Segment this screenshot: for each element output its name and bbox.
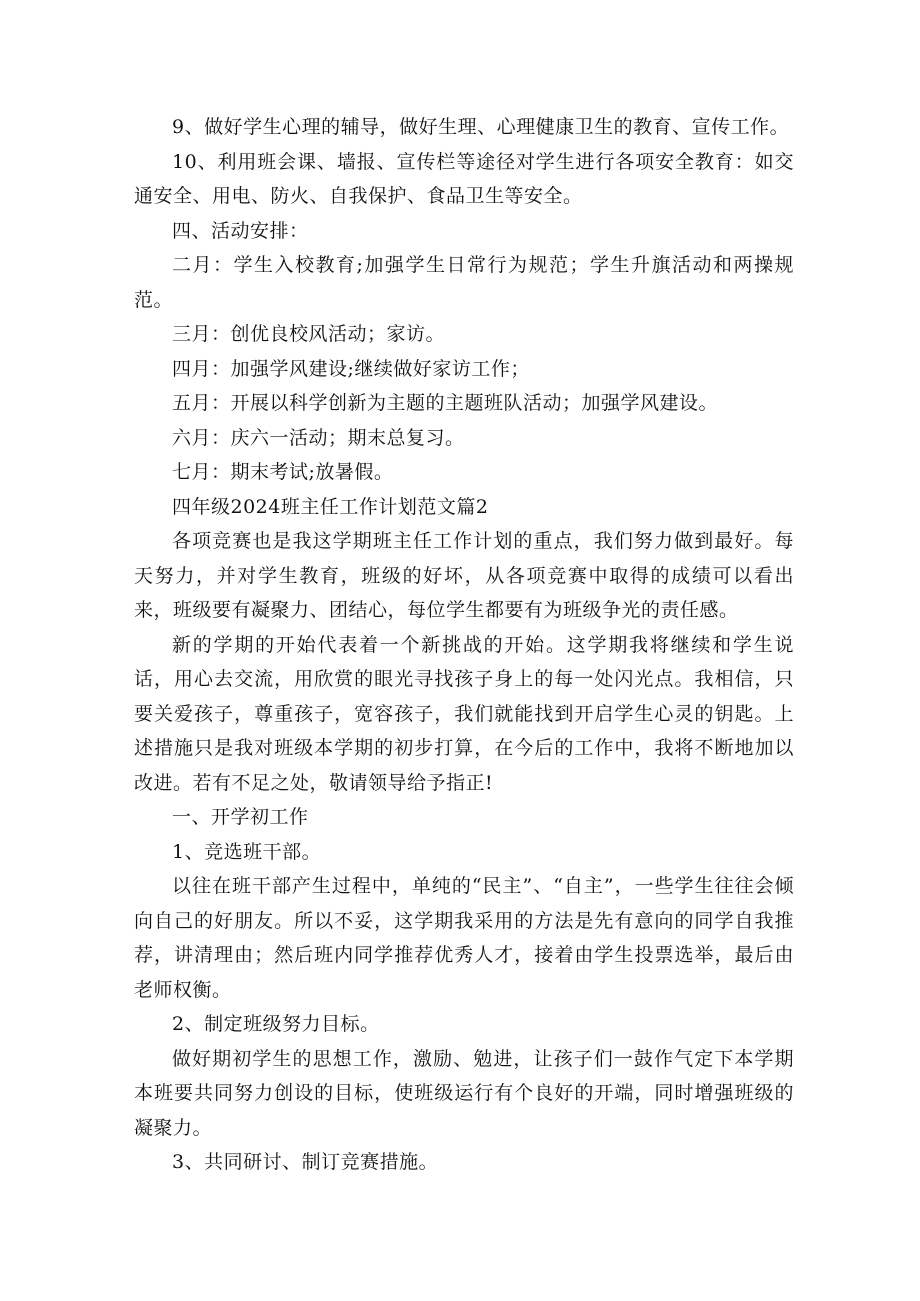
subsection-heading: 1、竞选班干部。 <box>172 840 322 863</box>
paragraph: 三月：创优良校风活动；家访。 <box>172 323 446 345</box>
paragraph: 二月：学生入校教育;加强学生日常行为规范；学生升旗活动和两操规范。 <box>134 254 794 311</box>
paragraph: 做好期初学生的思想工作，激励、勉进，让孩子们一鼓作气定下本学期本班要共同努力创设的目标，使班级运行有个良好的开端，同时增强班级的凝聚力。 <box>134 1047 794 1139</box>
paragraph: 以往在班干部产生过程中，单纯的“民主”、“自主”，一些学生往往会倾向自己的好朋友。所以不妥，这学期我采用的方法是先有意向的同学自我推荐，讲清理由；然后班内同学推荐优秀人才，接着由学生投票选举，最后由老师权衡。 <box>134 875 794 1001</box>
subsection-heading: 2、制定班级努力目标。 <box>172 1013 380 1035</box>
paragraph: 各项竞赛也是我这学期班主任工作计划的重点，我们努力做到最好。每天努力，并对学生教育，班级的好坏，从各项竞赛中取得的成绩可以看出来，班级要有凝聚力、团结心，每位学生都要有为班级争光的责任感。 <box>134 530 794 621</box>
subsection-heading: 3、共同研讨、制订竞赛措施。 <box>172 1151 439 1173</box>
document-body <box>134 110 794 1180</box>
paragraph: 七月：期末考试;放暑假。 <box>172 461 394 483</box>
paragraph: 五月：开展以科学创新为主题的主题班队活动；加强学风建设。 <box>172 392 719 414</box>
paragraph: 新的学期的开始代表着一个新挑战的开始。这学期我将继续和学生说话，用心去交流，用欣赏的眼光寻找孩子身上的每一处闪光点。我相信，只要关爱孩子，尊重孩子，宽容孩子，我们就能找到开启学生心灵的钥匙。上述措施只是我对班级本学期的初步打算，在今后的工作中，我将不断地加以改进。若有不足之处，敬请领导给予指正! <box>134 633 794 794</box>
article-title: 四年级2024班主任工作计划范文篇2 <box>172 495 489 518</box>
section-heading: 一、开学初工作 <box>172 806 309 828</box>
paragraph: 10、利用班会课、墙报、宣传栏等途径对学生进行各项安全教育：如交通安全、用电、防火、自我保护、食品卫生等安全。 <box>134 150 794 207</box>
paragraph: 9、做好学生心理的辅导，做好生理、心理健康卫生的教育、宣传工作。 <box>172 116 790 138</box>
paragraph: 六月：庆六一活动；期末总复习。 <box>172 426 465 449</box>
paragraph: 四月：加强学风建设;继续做好家访工作； <box>172 357 530 380</box>
section-heading: 四、活动安排： <box>172 219 309 242</box>
